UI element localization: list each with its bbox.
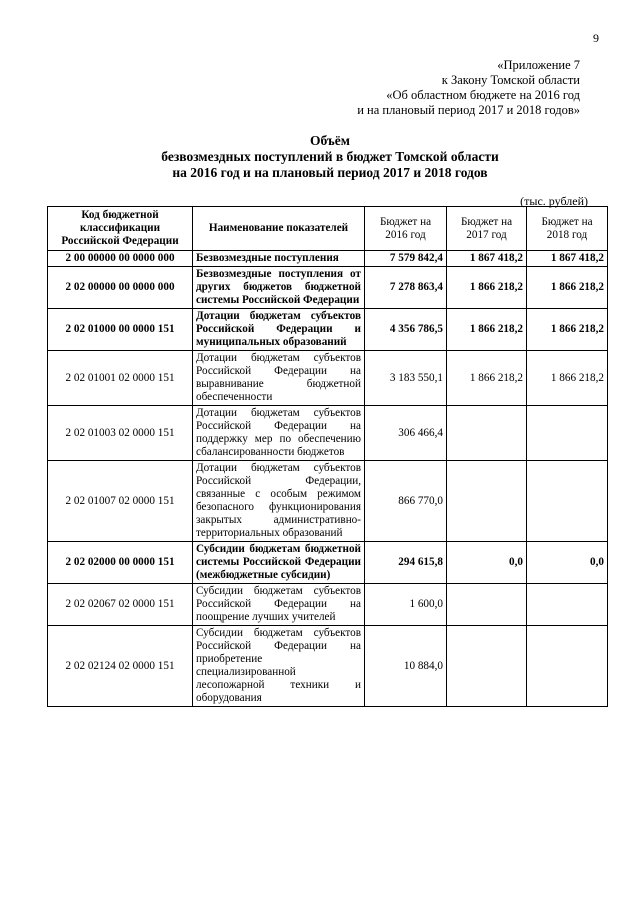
row-2017 [447, 584, 527, 626]
row-code: 2 02 02067 02 0000 151 [48, 584, 193, 626]
row-code: 2 02 01000 00 0000 151 [48, 309, 193, 351]
document-title [60, 133, 600, 181]
row-2016: 10 884,0 [365, 626, 447, 707]
row-code: 2 00 00000 00 0000 000 [48, 251, 193, 267]
row-2016: 294 615,8 [365, 542, 447, 584]
header-2018: Бюджет на 2018 год [527, 207, 608, 251]
units-note: (тыс. рублей) [520, 194, 588, 208]
header-code: Код бюджетной классификации Российской Федерации [48, 207, 193, 251]
table-row [48, 626, 608, 707]
row-code: 2 02 01003 02 0000 151 [48, 406, 193, 461]
row-2017 [447, 461, 527, 542]
row-name: Дотации бюджетам субъектов Российской Федерации, связанные с особым режимом безопасного функционирования закрытых административно-территориальных образований [193, 461, 365, 542]
row-name: Дотации бюджетам субъектов Российской Федерации на выравнивание бюджетной обеспеченности [193, 351, 365, 406]
row-2016: 7 579 842,4 [365, 251, 447, 267]
row-2017 [447, 406, 527, 461]
row-name: Безвозмездные поступления [193, 251, 365, 267]
header-2016: Бюджет на 2016 год [365, 207, 447, 251]
row-2018: 1 866 218,2 [527, 267, 608, 309]
row-2017: 1 867 418,2 [447, 251, 527, 267]
row-2016: 4 356 786,5 [365, 309, 447, 351]
row-2018: 1 866 218,2 [527, 309, 608, 351]
row-2018: 1 866 218,2 [527, 351, 608, 406]
appendix-header [357, 58, 580, 118]
row-code: 2 02 02124 02 0000 151 [48, 626, 193, 707]
appendix-line-4: и на плановый период 2017 и 2018 годов» [357, 103, 580, 117]
row-name: Субсидии бюджетам субъектов Российской Федерации на поощрение лучших учителей [193, 584, 365, 626]
row-2018 [527, 406, 608, 461]
appendix-line-3: «Об областном бюджете на 2016 год [386, 88, 580, 102]
table-row [48, 309, 608, 351]
row-2017: 0,0 [447, 542, 527, 584]
table-row [48, 542, 608, 584]
budget-table [47, 206, 608, 707]
table-header-row [48, 207, 608, 251]
row-2016: 7 278 863,4 [365, 267, 447, 309]
table-row [48, 251, 608, 267]
table-row [48, 406, 608, 461]
table-row [48, 461, 608, 542]
row-2018 [527, 584, 608, 626]
title-line-2: безвозмездных поступлений в бюджет Томской области [161, 149, 499, 164]
row-2017: 1 866 218,2 [447, 267, 527, 309]
row-2016: 1 600,0 [365, 584, 447, 626]
header-2017: Бюджет на 2017 год [447, 207, 527, 251]
row-code: 2 02 01007 02 0000 151 [48, 461, 193, 542]
table-row [48, 351, 608, 406]
row-2018 [527, 626, 608, 707]
row-code: 2 02 02000 00 0000 151 [48, 542, 193, 584]
appendix-line-1: «Приложение 7 [497, 58, 580, 72]
row-code: 2 02 01001 02 0000 151 [48, 351, 193, 406]
row-name: Безвозмездные поступления от других бюджетов бюджетной системы Российской Федерации [193, 267, 365, 309]
row-2016: 306 466,4 [365, 406, 447, 461]
row-2017: 1 866 218,2 [447, 309, 527, 351]
title-line-1: Объём [310, 133, 350, 148]
row-name: Субсидии бюджетам бюджетной системы Российской Федерации (межбюджетные субсидии) [193, 542, 365, 584]
page-number: 9 [593, 31, 599, 45]
row-2018 [527, 461, 608, 542]
table-row [48, 267, 608, 309]
table-row [48, 584, 608, 626]
header-name: Наименование показателей [193, 207, 365, 251]
appendix-line-2: к Закону Томской области [441, 73, 580, 87]
row-2017 [447, 626, 527, 707]
row-2016: 3 183 550,1 [365, 351, 447, 406]
row-name: Субсидии бюджетам субъектов Российской Федерации на приобретение специализированной лесопожарной техники и оборудования [193, 626, 365, 707]
row-2017: 1 866 218,2 [447, 351, 527, 406]
title-line-3: на 2016 год и на плановый период 2017 и 2018 годов [172, 165, 488, 180]
row-name: Дотации бюджетам субъектов Российской Федерации на поддержку мер по обеспечению сбалансированности бюджетов [193, 406, 365, 461]
row-code: 2 02 00000 00 0000 000 [48, 267, 193, 309]
row-2016: 866 770,0 [365, 461, 447, 542]
row-2018: 0,0 [527, 542, 608, 584]
row-2018: 1 867 418,2 [527, 251, 608, 267]
row-name: Дотации бюджетам субъектов Российской Федерации и муниципальных образований [193, 309, 365, 351]
